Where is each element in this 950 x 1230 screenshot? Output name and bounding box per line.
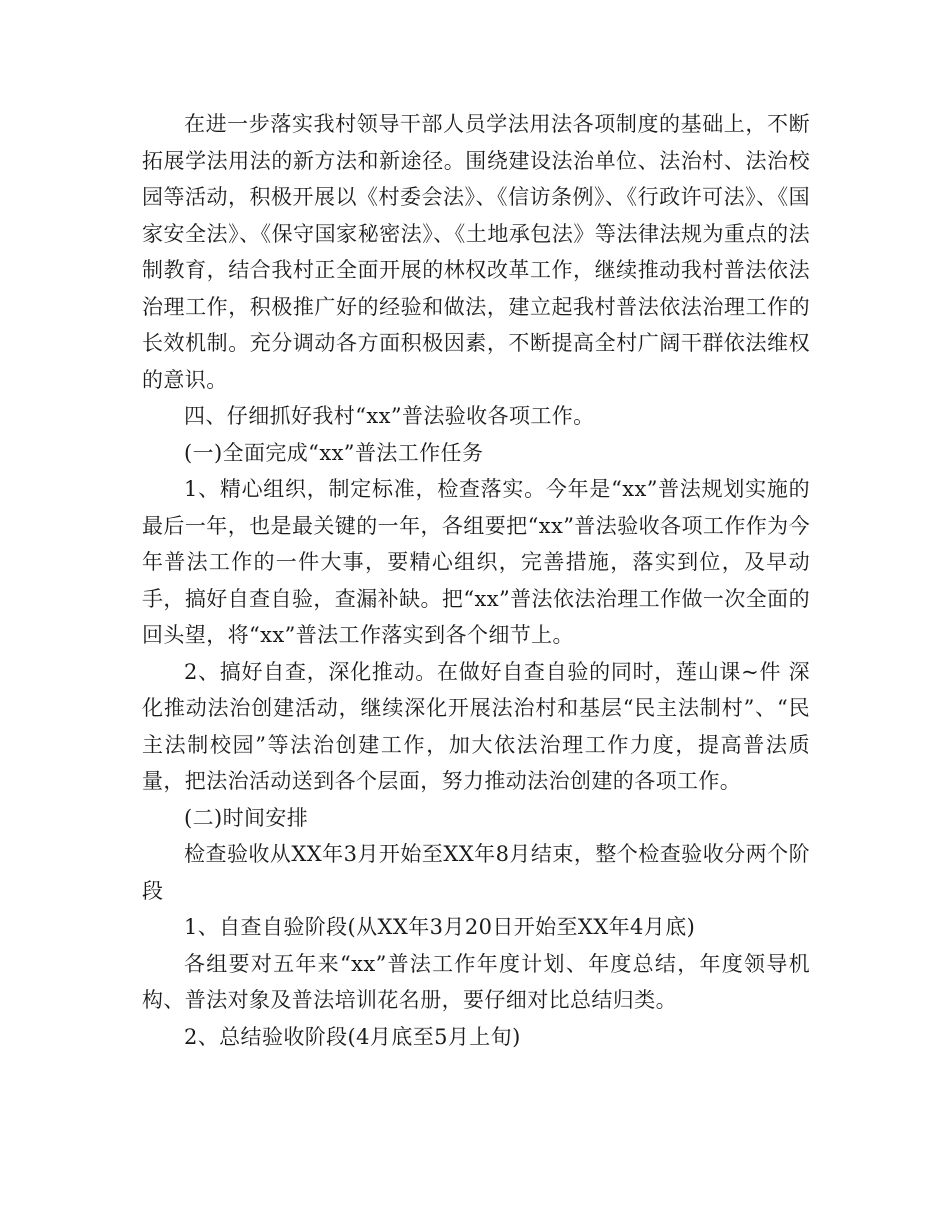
paragraph-schedule: 检查验收从XX年3月开始至XX年8月结束，整个检查验收分两个阶段	[142, 842, 810, 903]
document-body	[142, 106, 810, 1055]
paragraph-legal-education: 在进一步落实我村领导干部人员学法用法各项制度的基础上，不断拓展学法用法的新方法和新途径。围绕建设法治单位、法治村、法治校园等活动，积极开展以《村委会法》、《信访条例》、《行政许可法》、《国家安全法》、《保守国家秘密法》、《土地承包法》等法律法规为重点的法制教育，结合我村正全面开展的林权改革工作，继续推动我村普法依法治理工作，积极推广好的经验和做法，建立起我村普法依法治理工作的长效机制。充分调动各方面积极因素，不断提高全村广阔干群依法维权的意识。	[142, 112, 810, 392]
paragraph-item-self-check: 2、搞好自查，深化推动。在做好自查自验的同时，莲山课~件 深化推动法治创建活动，继续深化开展法治村和基层“民主法制村”、“民主法制校园”等法治创建工作，加大依法治理工作力度，提高普法质量，把法治活动送到各个层面，努力推动法治创建的各项工作。	[142, 659, 810, 793]
heading-stage-one: 1、自查自验阶段(从XX年3月20日开始至XX年4月底)	[184, 915, 696, 939]
heading-subsection-two: (二)时间安排	[184, 805, 309, 830]
heading-subsection-one: (一)全面完成“xx”普法工作任务	[184, 440, 484, 465]
paragraph-stage-one-detail: 各组要对五年来“xx”普法工作年度计划、年度总结，年度领导机构、普法对象及普法培训花名册，要仔细对比总结归类。	[142, 951, 810, 1012]
heading-section-four: 四、仔细抓好我村“xx”普法验收各项工作。	[184, 404, 595, 428]
heading-stage-two: 2、总结验收阶段(4月底至5月上旬)	[184, 1024, 521, 1049]
paragraph-item-organize: 1、精心组织，制定标准，检查落实。今年是“xx”普法规划实施的最后一年，也是最关键的一年，各组要把“xx”普法验收各项工作作为今年普法工作的一件大事，要精心组织，完善措施，落实到位，及早动手，搞好自查自验，查漏补缺。把“xx”普法依法治理工作做一次全面的回头望，将“xx”普法工作落实到各个细节上。	[142, 477, 810, 647]
